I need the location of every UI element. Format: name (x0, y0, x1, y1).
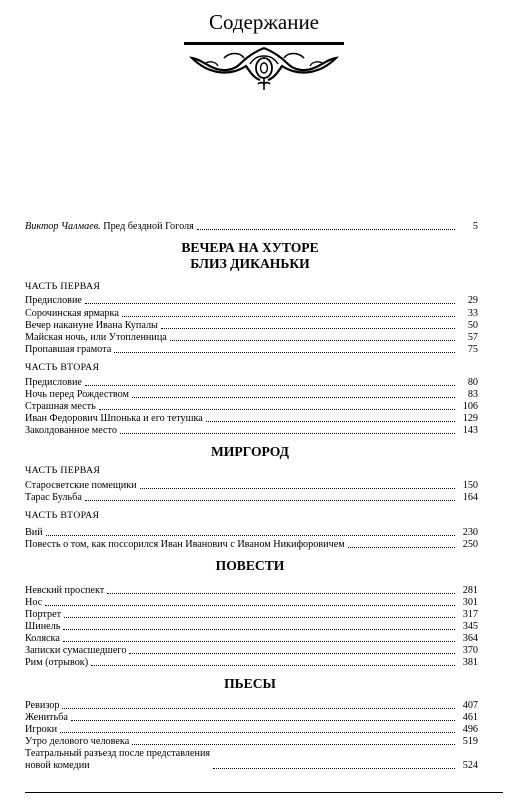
page-number: 106 (462, 401, 478, 412)
part-label: ЧАСТЬ ПЕРВАЯ (25, 281, 101, 292)
toc-entry[interactable]: Майская ночь, или Утопленница 57 (25, 332, 478, 343)
dot-leader (63, 628, 455, 630)
page-number: 370 (462, 645, 478, 656)
page-number: 80 (467, 377, 478, 388)
toc-entry[interactable]: Нос 301 (25, 597, 478, 608)
page-number: 524 (462, 760, 478, 771)
toc-entry[interactable]: Предисловие 80 (25, 377, 478, 388)
toc-intro-entry[interactable] (25, 221, 478, 233)
dot-leader (107, 592, 455, 594)
toc-entry[interactable]: Старосветские помещики 150 (25, 480, 478, 491)
dot-leader (114, 351, 455, 353)
toc-entry[interactable]: Повесть о том, как поссорился Иван Иванович с Иваном Никифоровичем 250 (25, 539, 478, 550)
dot-leader (91, 664, 455, 666)
dot-leader (99, 408, 455, 410)
page-number: 301 (462, 597, 478, 608)
page-number: 230 (462, 527, 478, 538)
page-number: 129 (462, 413, 478, 424)
page-number: 75 (467, 344, 478, 355)
page-number: 381 (462, 657, 478, 668)
toc-entry[interactable]: Тарас Бульба 164 (25, 492, 478, 503)
page-number: 281 (462, 585, 478, 596)
page-number: 317 (462, 609, 478, 620)
dot-leader (161, 327, 455, 329)
dot-leader (64, 616, 455, 618)
toc-entry[interactable]: Записки сумасшедшего 370 (25, 645, 478, 656)
toc-entry[interactable]: Ревизор 407 (25, 700, 478, 711)
dot-leader (85, 384, 455, 386)
page-number: 164 (462, 492, 478, 503)
toc-entry[interactable]: Коляска 364 (25, 633, 478, 644)
toc-entry[interactable]: Сорочинская ярмарка 33 (25, 308, 478, 319)
toc-entry[interactable]: Вечер накануне Ивана Купалы 50 (25, 320, 478, 331)
dot-leader (63, 640, 455, 642)
dot-leader (46, 534, 455, 536)
bottom-rule (25, 792, 503, 793)
section-title: МИРГОРОД (210, 444, 290, 459)
page-number: 496 (462, 724, 478, 735)
dot-leader (213, 767, 455, 769)
page-number: 50 (467, 320, 478, 331)
page-number: 364 (462, 633, 478, 644)
dot-leader (85, 302, 455, 304)
section-title: ВЕЧЕРА НА ХУТОРЕ БЛИЗ ДИКАНЬКИ (181, 240, 319, 271)
page-title: Содержание (208, 10, 320, 34)
toc-entry[interactable]: Страшная месть 106 (25, 401, 478, 412)
part-label: ЧАСТЬ ВТОРАЯ (25, 362, 100, 373)
toc-entry[interactable]: Невский проспект 281 (25, 585, 478, 596)
ornament-divider-icon (184, 38, 344, 92)
part-label: ЧАСТЬ ВТОРАЯ (25, 510, 100, 521)
dot-leader (132, 396, 455, 398)
page-number: 5 (472, 221, 478, 232)
page-number: 29 (467, 295, 478, 306)
toc-entry[interactable]: Вий 230 (25, 527, 478, 538)
dot-leader (122, 315, 455, 317)
toc-entry[interactable]: Ночь перед Рождеством 83 (25, 389, 478, 400)
dot-leader (132, 743, 455, 745)
dot-leader (85, 499, 455, 501)
toc-entry[interactable]: Рим (отрывок) 381 (25, 657, 478, 668)
intro-title: Пред бездной Гоголя (103, 221, 194, 232)
page-number: 83 (467, 389, 478, 400)
page-number: 345 (462, 621, 478, 632)
page-number: 150 (462, 480, 478, 491)
dot-leader (129, 652, 455, 654)
page-number: 143 (462, 425, 478, 436)
dot-leader (197, 228, 455, 230)
page-number: 407 (462, 700, 478, 711)
dot-leader (170, 339, 455, 341)
dot-leader (71, 719, 455, 721)
section-title: ПОВЕСТИ (215, 558, 285, 573)
page-number: 519 (462, 736, 478, 747)
toc-entry[interactable]: Игроки 496 (25, 724, 478, 735)
toc-entry[interactable]: Портрет 317 (25, 609, 478, 620)
dot-leader (348, 546, 455, 548)
intro-author: Виктор Чалмаев. (25, 221, 101, 232)
section-title: ПЬЕСЫ (224, 676, 276, 691)
toc-entry[interactable]: Женитьба 461 (25, 712, 478, 723)
toc-entry[interactable]: Пропавшая грамота 75 (25, 344, 478, 355)
dot-leader (45, 604, 455, 606)
dot-leader (120, 432, 455, 434)
toc-entry[interactable]: Шинель 345 (25, 621, 478, 632)
page-number: 250 (462, 539, 478, 550)
toc-entry[interactable]: Заколдованное место 143 (25, 425, 478, 436)
dot-leader (62, 707, 455, 709)
toc-entry[interactable]: Иван Федорович Шпонька и его тетушка 129 (25, 413, 478, 424)
page-number: 461 (462, 712, 478, 723)
dot-leader (60, 731, 455, 733)
page-number: 33 (467, 308, 478, 319)
dot-leader (206, 420, 455, 422)
part-label: ЧАСТЬ ПЕРВАЯ (25, 465, 101, 476)
dot-leader (140, 487, 455, 489)
page-number: 57 (467, 332, 478, 343)
toc-entry[interactable]: Театральный разъезд после представления новой комедии 524 (25, 748, 478, 771)
toc-entry[interactable]: Предисловие 29 (25, 295, 478, 306)
toc-entry[interactable]: Утро делового человека 519 (25, 736, 478, 747)
